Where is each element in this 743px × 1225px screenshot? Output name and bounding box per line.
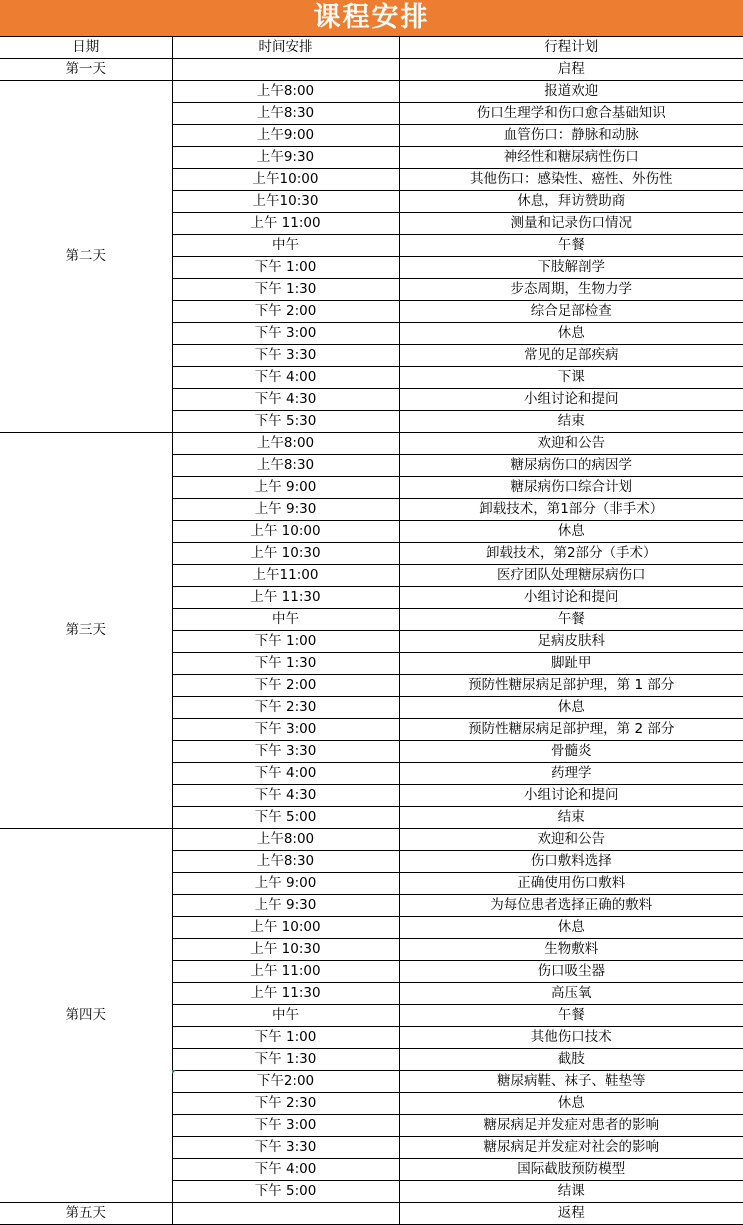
time-cell[interactable]: 上午10:30	[172, 191, 399, 213]
time-cell[interactable]: 上午 11:30	[172, 983, 399, 1005]
header-time[interactable]: 时间安排	[172, 37, 399, 59]
time-cell[interactable]: 上午 10:30	[172, 543, 399, 565]
cell-comment-marker-icon	[172, 1070, 176, 1074]
plan-cell[interactable]: 休息	[399, 917, 743, 939]
time-cell[interactable]: 下午 5:00	[172, 807, 399, 829]
plan-cell[interactable]: 欢迎和公告	[399, 829, 743, 851]
time-cell[interactable]: 下午 2:30	[172, 1093, 399, 1115]
plan-cell[interactable]: 步态周期，生物力学	[399, 279, 743, 301]
header-row	[0, 37, 743, 59]
time-cell[interactable]: 下午 1:30	[172, 1049, 399, 1071]
time-cell[interactable]: 下午 1:00	[172, 257, 399, 279]
plan-cell[interactable]: 为每位患者选择正确的敷料	[399, 895, 743, 917]
schedule-table	[0, 37, 743, 1225]
time-cell[interactable]: 下午 1:30	[172, 653, 399, 675]
table-row	[0, 81, 743, 103]
day-cell[interactable]: 第一天	[0, 59, 172, 81]
plan-cell[interactable]: 小组讨论和提问	[399, 785, 743, 807]
time-cell[interactable]: 上午8:00	[172, 433, 399, 455]
header-date[interactable]: 日期	[0, 37, 172, 59]
plan-cell[interactable]: 医疗团队处理糖尿病伤口	[399, 565, 743, 587]
time-cell[interactable]: 上午 9:00	[172, 477, 399, 499]
time-cell[interactable]: 下午 2:00	[172, 301, 399, 323]
time-cell[interactable]: 上午8:30	[172, 455, 399, 477]
time-cell[interactable]: 中午	[172, 1005, 399, 1027]
plan-cell[interactable]: 结束	[399, 807, 743, 829]
plan-cell[interactable]: 神经性和糖尿病性伤口	[399, 147, 743, 169]
plan-cell[interactable]: 综合足部检查	[399, 301, 743, 323]
plan-cell[interactable]: 休息	[399, 521, 743, 543]
page-title: 课程安排	[0, 0, 743, 37]
plan-cell[interactable]: 欢迎和公告	[399, 433, 743, 455]
plan-cell[interactable]: 午餐	[399, 609, 743, 631]
plan-cell[interactable]: 糖尿病伤口的病因学	[399, 455, 743, 477]
time-cell[interactable]	[172, 59, 399, 81]
plan-cell[interactable]: 糖尿病足并发症对社会的影响	[399, 1137, 743, 1159]
table-row	[0, 829, 743, 851]
plan-cell[interactable]: 伤口敷料选择	[399, 851, 743, 873]
time-cell[interactable]: 上午9:30	[172, 147, 399, 169]
time-cell[interactable]: 下午 3:00	[172, 1115, 399, 1137]
time-cell[interactable]: 下午 3:00	[172, 323, 399, 345]
plan-cell[interactable]: 糖尿病伤口综合计划	[399, 477, 743, 499]
time-cell[interactable]: 上午8:30	[172, 103, 399, 125]
table-row	[0, 433, 743, 455]
plan-cell[interactable]: 结课	[399, 1181, 743, 1203]
plan-cell[interactable]: 休息	[399, 1093, 743, 1115]
time-cell[interactable]: 下午 2:30	[172, 697, 399, 719]
plan-cell[interactable]: 休息，拜访赞助商	[399, 191, 743, 213]
time-cell[interactable]: 下午 5:30	[172, 411, 399, 433]
time-cell[interactable]: 上午 9:00	[172, 873, 399, 895]
plan-cell[interactable]: 预防性糖尿病足部护理，第 1 部分	[399, 675, 743, 697]
plan-cell[interactable]: 小组讨论和提问	[399, 587, 743, 609]
plan-cell[interactable]: 预防性糖尿病足部护理，第 2 部分	[399, 719, 743, 741]
plan-cell[interactable]: 卸载技术，第2部分（手术）	[399, 543, 743, 565]
plan-cell[interactable]: 生物敷料	[399, 939, 743, 961]
time-cell[interactable]: 下午 4:00	[172, 763, 399, 785]
plan-cell[interactable]: 正确使用伤口敷料	[399, 873, 743, 895]
time-cell[interactable]: 下午 4:00	[172, 1159, 399, 1181]
time-cell[interactable]: 上午 9:30	[172, 895, 399, 917]
plan-cell[interactable]: 午餐	[399, 1005, 743, 1027]
plan-cell[interactable]: 启程	[399, 59, 743, 81]
time-cell[interactable]: 下午 2:00	[172, 675, 399, 697]
time-cell[interactable]: 下午2:00	[172, 1071, 399, 1093]
plan-cell[interactable]: 结束	[399, 411, 743, 433]
time-cell[interactable]: 上午9:00	[172, 125, 399, 147]
time-cell[interactable]: 上午8:00	[172, 829, 399, 851]
plan-cell[interactable]: 小组讨论和提问	[399, 389, 743, 411]
plan-cell[interactable]: 药理学	[399, 763, 743, 785]
plan-cell[interactable]: 骨髓炎	[399, 741, 743, 763]
time-cell[interactable]: 下午 5:00	[172, 1181, 399, 1203]
plan-cell[interactable]: 血管伤口：静脉和动脉	[399, 125, 743, 147]
plan-cell[interactable]: 糖尿病足并发症对患者的影响	[399, 1115, 743, 1137]
time-cell[interactable]: 上午10:00	[172, 169, 399, 191]
time-cell[interactable]: 上午 9:30	[172, 499, 399, 521]
header-plan[interactable]: 行程计划	[399, 37, 743, 59]
plan-cell[interactable]: 休息	[399, 697, 743, 719]
time-cell[interactable]: 下午 1:00	[172, 1027, 399, 1049]
day-cell[interactable]: 第三天	[0, 433, 172, 829]
table-row	[0, 1203, 743, 1225]
day-cell[interactable]: 第五天	[0, 1203, 172, 1225]
plan-cell[interactable]: 常见的足部疾病	[399, 345, 743, 367]
plan-cell[interactable]: 足病皮肤科	[399, 631, 743, 653]
time-cell[interactable]: 上午 11:00	[172, 213, 399, 235]
time-cell[interactable]	[172, 1203, 399, 1225]
plan-cell[interactable]: 下课	[399, 367, 743, 389]
plan-cell[interactable]: 伤口吸尘器	[399, 961, 743, 983]
time-cell[interactable]: 上午8:00	[172, 81, 399, 103]
plan-cell[interactable]: 午餐	[399, 235, 743, 257]
time-cell[interactable]: 下午 1:30	[172, 279, 399, 301]
time-cell[interactable]: 中午	[172, 235, 399, 257]
time-cell[interactable]: 上午 11:00	[172, 961, 399, 983]
time-cell[interactable]: 上午 10:30	[172, 939, 399, 961]
plan-cell[interactable]: 其他伤口：感染性、癌性、外伤性	[399, 169, 743, 191]
table-row	[0, 59, 743, 81]
plan-cell[interactable]: 糖尿病鞋、袜子、鞋垫等	[399, 1071, 743, 1093]
plan-cell[interactable]: 其他伤口技术	[399, 1027, 743, 1049]
plan-cell[interactable]: 下肢解剖学	[399, 257, 743, 279]
time-cell[interactable]: 上午8:30	[172, 851, 399, 873]
time-cell[interactable]: 下午 1:00	[172, 631, 399, 653]
plan-cell[interactable]: 报道欢迎	[399, 81, 743, 103]
time-cell[interactable]: 上午11:00	[172, 565, 399, 587]
time-cell[interactable]: 下午 4:00	[172, 367, 399, 389]
time-cell[interactable]: 下午 3:00	[172, 719, 399, 741]
time-cell[interactable]: 下午 3:30	[172, 741, 399, 763]
plan-cell[interactable]: 伤口生理学和伤口愈合基础知识	[399, 103, 743, 125]
time-cell[interactable]: 下午 4:30	[172, 389, 399, 411]
day-cell[interactable]: 第四天	[0, 829, 172, 1203]
time-cell[interactable]: 上午 10:00	[172, 917, 399, 939]
plan-cell[interactable]: 测量和记录伤口情况	[399, 213, 743, 235]
plan-cell[interactable]: 休息	[399, 323, 743, 345]
plan-cell[interactable]: 国际截肢预防模型	[399, 1159, 743, 1181]
day-cell[interactable]: 第二天	[0, 81, 172, 433]
time-cell[interactable]: 上午 11:30	[172, 587, 399, 609]
plan-cell[interactable]: 返程	[399, 1203, 743, 1225]
time-cell[interactable]: 下午 3:30	[172, 1137, 399, 1159]
time-cell[interactable]: 中午	[172, 609, 399, 631]
time-cell[interactable]: 下午 4:30	[172, 785, 399, 807]
plan-cell[interactable]: 高压氧	[399, 983, 743, 1005]
plan-cell[interactable]: 截肢	[399, 1049, 743, 1071]
plan-cell[interactable]: 脚趾甲	[399, 653, 743, 675]
plan-cell[interactable]: 卸载技术，第1部分（非手术）	[399, 499, 743, 521]
time-cell[interactable]: 下午 3:30	[172, 345, 399, 367]
time-cell[interactable]: 上午 10:00	[172, 521, 399, 543]
